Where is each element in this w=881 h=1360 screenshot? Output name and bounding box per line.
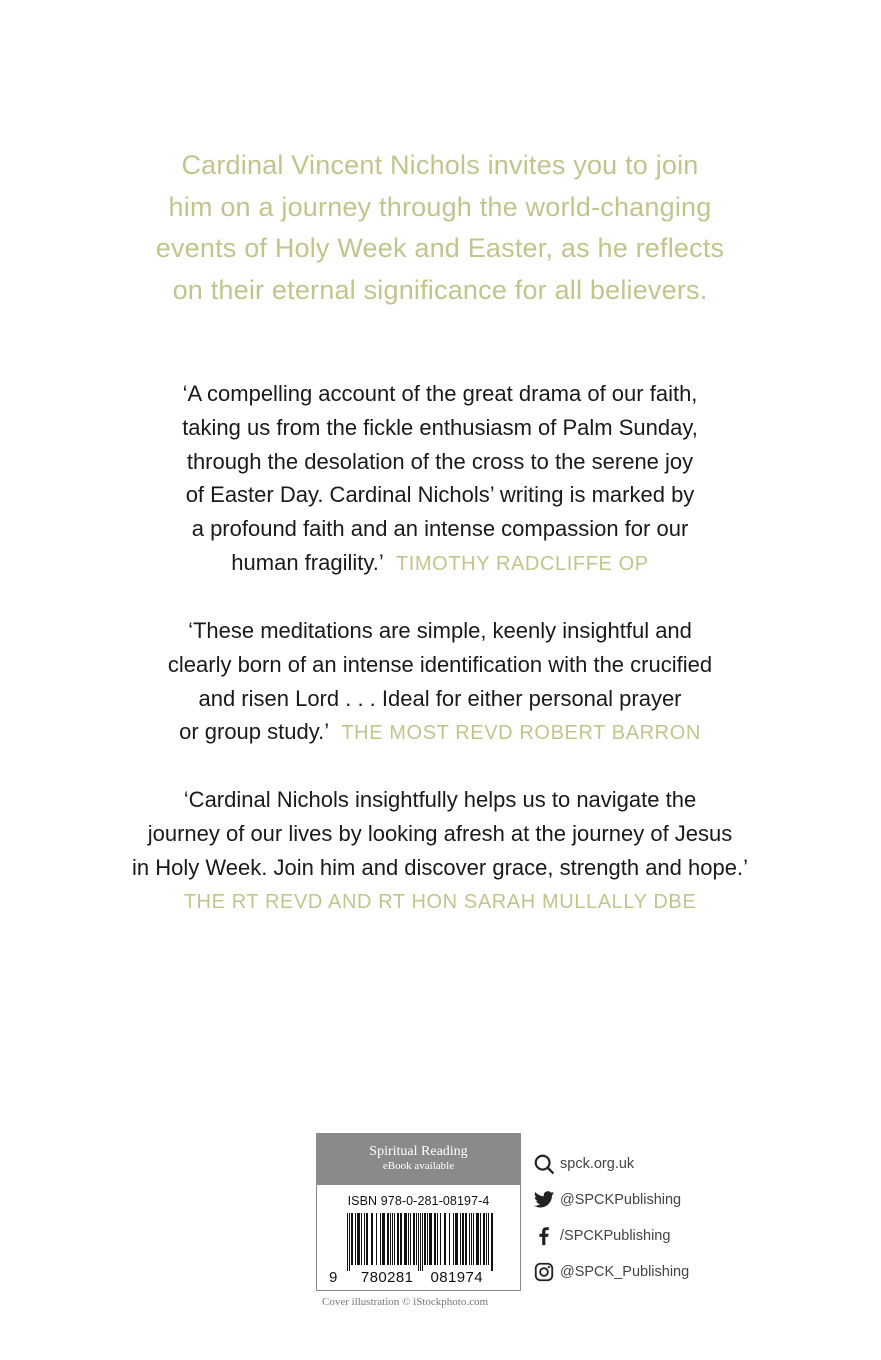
barcode-bar bbox=[460, 1213, 461, 1265]
search-icon bbox=[533, 1153, 555, 1175]
barcode-bar bbox=[394, 1213, 395, 1265]
quote-line: ‘A compelling account of the great drama of our faith, bbox=[182, 381, 698, 406]
quote-line: a profound faith and an intense compassion for our bbox=[191, 516, 689, 542]
twitter-icon bbox=[533, 1189, 555, 1211]
instagram-link[interactable] bbox=[533, 1254, 689, 1290]
quote-line bbox=[40, 715, 840, 751]
barcode-bar bbox=[390, 1213, 391, 1265]
quote-line: in Holy Week. Join him and discover grace, strength and hope.’ bbox=[132, 854, 748, 880]
barcode-bar bbox=[455, 1213, 458, 1265]
twitter-link[interactable] bbox=[533, 1182, 689, 1218]
quote-line: taking us from the fickle enthusiasm of Palm Sunday, bbox=[182, 414, 698, 440]
social-links bbox=[533, 1146, 689, 1290]
barcode-bar bbox=[376, 1213, 377, 1265]
barcode-bar bbox=[371, 1213, 373, 1265]
facebook-icon bbox=[533, 1225, 555, 1247]
barcode-bar bbox=[413, 1213, 415, 1265]
barcode-bar bbox=[410, 1213, 411, 1265]
intro-line: on their eternal significance for all believers. bbox=[172, 274, 708, 305]
barcode-bar bbox=[424, 1213, 426, 1265]
quote-line: through the desolation of the cross to the serene joy bbox=[186, 448, 694, 474]
quote-line-text: human fragility.’ bbox=[231, 549, 384, 575]
barcode-bar bbox=[434, 1213, 436, 1265]
barcode-bar bbox=[382, 1213, 385, 1265]
barcode-bar bbox=[437, 1213, 438, 1265]
barcode-bar bbox=[392, 1213, 393, 1265]
barcode-bar bbox=[416, 1213, 417, 1265]
endorsement-quote bbox=[40, 614, 840, 751]
quote-attribution: TIMOTHY RADCLIFFE OP bbox=[395, 552, 649, 575]
barcode-bar bbox=[397, 1213, 399, 1265]
barcode-bar bbox=[465, 1213, 467, 1265]
barcode-digit-first: 9 bbox=[329, 1269, 338, 1286]
barcode-header bbox=[317, 1134, 520, 1185]
facebook-link[interactable] bbox=[533, 1218, 689, 1254]
social-label: @SPCK_Publishing bbox=[560, 1264, 690, 1280]
ebook-label: eBook available bbox=[382, 1160, 455, 1172]
quote-line bbox=[40, 546, 840, 582]
social-label: @SPCKPublishing bbox=[560, 1192, 682, 1208]
barcode-bar bbox=[449, 1213, 450, 1265]
quote-line bbox=[40, 884, 840, 920]
barcode-bar bbox=[418, 1213, 419, 1271]
social-label: spck.org.uk bbox=[560, 1156, 635, 1172]
isbn-text: ISBN 978-0-281-08197-4 bbox=[347, 1194, 490, 1208]
barcode-bar bbox=[355, 1213, 356, 1265]
barcode-bar bbox=[404, 1213, 407, 1265]
quote-attribution: THE MOST REVD ROBERT BARRON bbox=[341, 722, 701, 745]
quote-attribution: THE RT REVD AND RT HON SARAH MULLALLY DBE bbox=[183, 891, 697, 914]
barcode-bar bbox=[400, 1213, 402, 1265]
barcode-bar bbox=[476, 1213, 479, 1265]
intro-line: events of Holy Week and Easter, as he reflects bbox=[155, 233, 725, 263]
quote-line: ‘These meditations are simple, keenly insightful and bbox=[188, 618, 692, 643]
barcode-digits bbox=[329, 1269, 514, 1286]
barcode-bar bbox=[380, 1213, 381, 1265]
category-label: Spiritual Reading bbox=[369, 1144, 468, 1159]
endorsement-quote bbox=[40, 377, 840, 582]
barcode-bar bbox=[486, 1213, 487, 1265]
social-label: /SPCKPublishing bbox=[560, 1228, 671, 1244]
barcode-bar bbox=[480, 1213, 481, 1265]
instagram-icon bbox=[533, 1261, 555, 1283]
quote-line: ‘Cardinal Nichols insightfully helps us to navigate the bbox=[183, 787, 697, 812]
barcode-bar bbox=[469, 1213, 470, 1265]
intro-blurb bbox=[90, 145, 790, 311]
barcode-bar bbox=[408, 1213, 409, 1265]
quote-line: journey of our lives by looking afresh at the journey of Jesus bbox=[147, 820, 733, 846]
barcode-bar bbox=[349, 1213, 350, 1271]
intro-line: him on a journey through the world-changing bbox=[168, 191, 712, 222]
quote-line: and risen Lord . . . Ideal for either personal prayer bbox=[198, 685, 682, 711]
barcode-bar bbox=[387, 1213, 389, 1265]
barcode-digits-left: 780281 bbox=[360, 1269, 414, 1286]
barcode-bar bbox=[491, 1213, 493, 1271]
barcode-bar bbox=[429, 1213, 432, 1265]
barcode-bar bbox=[366, 1213, 368, 1265]
barcode-bars bbox=[347, 1213, 497, 1271]
barcode-bar bbox=[471, 1213, 472, 1265]
cover-credit: Cover illustration © iStockphoto.com bbox=[322, 1296, 489, 1308]
barcode-bar bbox=[364, 1213, 365, 1265]
barcode-bar bbox=[473, 1213, 474, 1265]
barcode-bar bbox=[483, 1213, 485, 1265]
barcode-bar bbox=[351, 1213, 353, 1265]
barcode-bar bbox=[453, 1213, 454, 1265]
quote-line: of Easter Day. Cardinal Nichols’ writing is marked by bbox=[185, 482, 695, 508]
endorsement-quote bbox=[40, 783, 840, 920]
barcode-bar bbox=[361, 1213, 362, 1265]
barcode-digits-right: 081974 bbox=[430, 1269, 483, 1286]
barcode-bar bbox=[444, 1213, 446, 1265]
barcode-bar bbox=[422, 1213, 423, 1271]
barcode-bar bbox=[427, 1213, 428, 1265]
intro-line: Cardinal Vincent Nichols invites you to join bbox=[181, 150, 699, 180]
barcode-panel bbox=[316, 1133, 521, 1291]
quote-line: clearly born of an intense identification with the crucified bbox=[167, 651, 713, 677]
barcode-bar bbox=[488, 1213, 489, 1265]
website-link[interactable] bbox=[533, 1146, 689, 1182]
barcode-bar bbox=[462, 1213, 464, 1265]
barcode-bar bbox=[347, 1213, 348, 1271]
barcode-bar bbox=[440, 1213, 441, 1265]
quote-line-text: or group study.’ bbox=[179, 719, 330, 745]
barcode-bar bbox=[357, 1213, 360, 1265]
barcode-bar bbox=[420, 1213, 421, 1271]
